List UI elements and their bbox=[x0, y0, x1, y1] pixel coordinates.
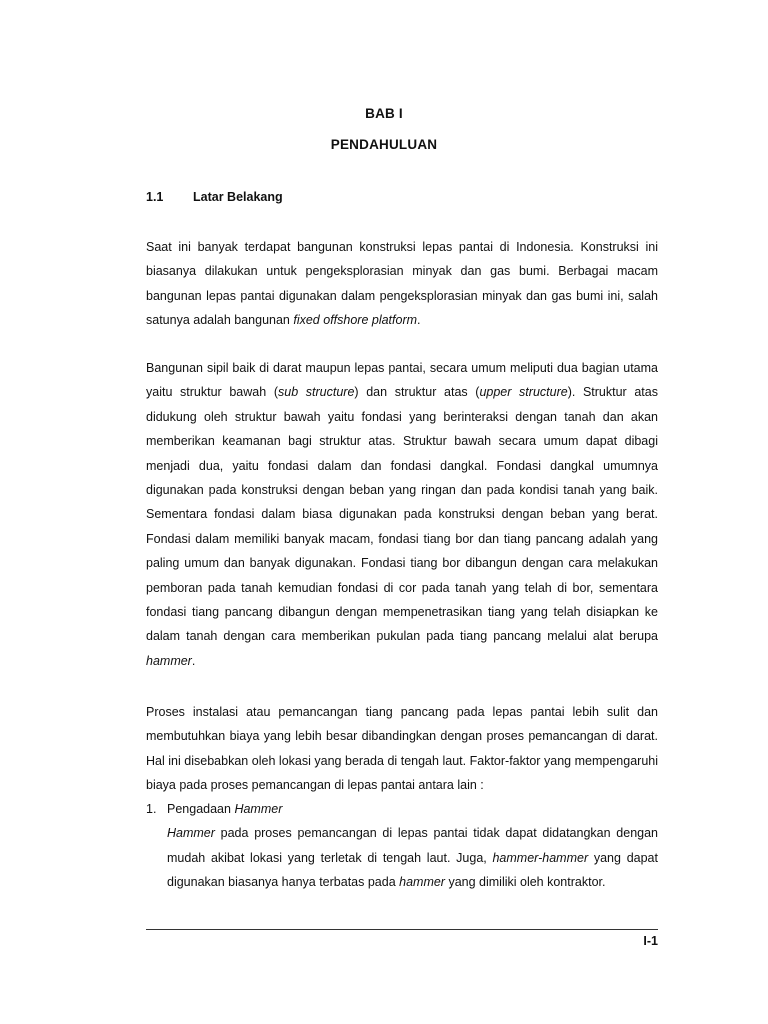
section-number: 1.1 bbox=[146, 190, 164, 204]
list-item bbox=[146, 797, 658, 895]
list-item-body-c: yang dimiliki oleh kontraktor. bbox=[444, 875, 606, 890]
paragraph-2-text bbox=[146, 356, 658, 673]
paragraph-2-term-sub-structure: sub structure bbox=[278, 385, 355, 400]
list-item-heading bbox=[146, 797, 658, 821]
list-item-term-3: hammer bbox=[399, 875, 445, 890]
chapter-label: BAB I bbox=[365, 106, 403, 121]
paragraph-1 bbox=[146, 235, 658, 333]
list-item-body-a: pada proses pemancangan di lepas pantai tidak dapat didatangkan dengan mudah akibat lokasi yang terletak di tengah laut. Juga, bbox=[167, 826, 658, 865]
paragraph-2-part-b: ) dan struktur atas ( bbox=[354, 385, 480, 400]
paragraph-3-text: Proses instalasi atau pemancangan tiang pancang pada lepas pantai lebih sulit dan membutuhkan biaya yang lebih besar dibandingkan dengan proses pemancangan di darat. Hal ini disebabkan oleh lokasi yang berada di tengah laut. Faktor-faktor yang mempengaruhi biaya pada proses pemancangan di lepas pantai antara lain : bbox=[146, 705, 658, 793]
paragraph-1-body: Saat ini banyak terdapat bangunan konstruksi lepas pantai di Indonesia. Konstruksi ini biasanya dilakukan untuk pengeksplorasian minyak dan gas bumi. Berbagai macam bangunan lepas pantai digunakan dalam pengeksplorasian minyak dan gas bumi ini, salah satunya adalah bangunan bbox=[146, 240, 658, 328]
section-title: Latar Belakang bbox=[193, 190, 283, 204]
page-number: I-1 bbox=[643, 934, 658, 948]
paragraph-3 bbox=[146, 700, 658, 798]
chapter-title: PENDAHULUAN bbox=[330, 137, 438, 152]
paragraph-2 bbox=[146, 356, 658, 673]
paragraph-1-term: fixed offshore platform bbox=[293, 313, 418, 328]
list-item-number: 1. bbox=[146, 802, 157, 816]
list-item-title-italic: Hammer bbox=[234, 802, 283, 816]
paragraph-2-term-hammer: hammer bbox=[146, 653, 192, 668]
list-item-title bbox=[167, 797, 282, 821]
paragraph-2-term-upper-structure: upper structure bbox=[479, 385, 568, 400]
factor-list bbox=[146, 797, 658, 895]
list-item-term-1: Hammer bbox=[167, 826, 215, 841]
list-item-term-2: hammer-hammer bbox=[492, 850, 589, 865]
footer-divider bbox=[146, 929, 658, 930]
list-item-body bbox=[167, 821, 658, 894]
paragraph-1-end: . bbox=[417, 313, 421, 328]
paragraph-1-text bbox=[146, 235, 658, 333]
paragraph-2-part-a: Bangunan sipil baik di darat maupun lepas pantai, secara umum meliputi dua bagian utama yaitu struktur bawah ( bbox=[146, 361, 658, 400]
paragraph-2-end: . bbox=[191, 653, 196, 668]
list-item-body-b: yang dapat digunakan biasanya hanya terbatas pada bbox=[167, 850, 658, 890]
list-item-title-plain: Pengadaan bbox=[167, 802, 235, 816]
paragraph-2-part-c: ). Struktur atas didukung oleh struktur bawah yaitu fondasi yang berinteraksi dengan tanah dan akan memberikan keamanan bagi struktur atas. Struktur bawah secara umum dapat dibagi menjadi dua, yaitu fondasi dalam dan fondasi dangkal. Fondasi dangkal umumnya digunakan pada konstruksi dengan beban yang ringan dan pada kondisi tanah yang baik. Sementara fondasi dalam biasa digunakan pada konstruksi dengan beban yang berat. Fondasi dalam memiliki banyak macam, fondasi tiang bor dan tiang pancang adalah yang paling umum dan banyak digunakan. Fondasi tiang bor dibangun dengan cara melakukan pemboran pada tanah kemudian fondasi di cor pada tanah yang telah di bor, sementara fondasi tiang pancang dibangun dengan mempenetrasikan tiang yang telah disiapkan ke dalam tanah dengan cara memberikan pukulan pada tiang pancang melalui alat berupa bbox=[146, 385, 658, 644]
section-heading bbox=[146, 190, 283, 204]
